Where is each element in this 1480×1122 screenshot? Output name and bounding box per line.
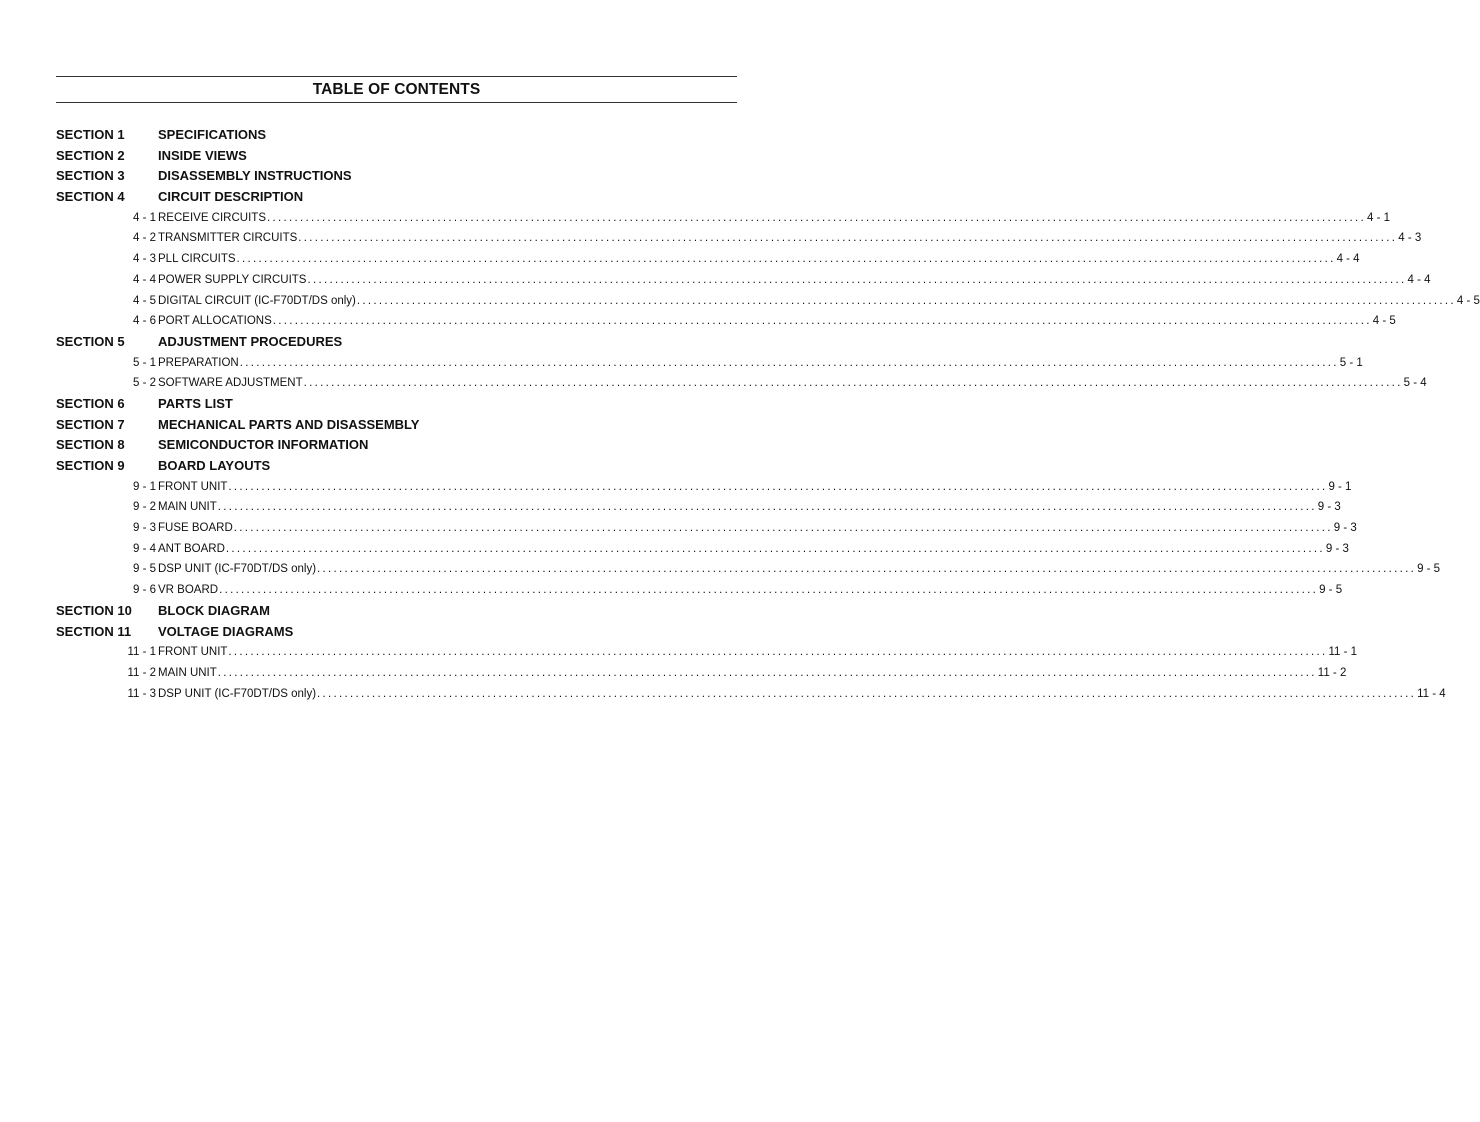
- page-number: 9 - 5: [1417, 563, 1441, 576]
- section-title: PARTS LIST: [158, 395, 233, 411]
- top-divider: [56, 76, 737, 77]
- section-label: SECTION 3: [56, 168, 125, 184]
- page-number: 9 - 3: [1325, 542, 1349, 555]
- page-number: 9 - 3: [1333, 522, 1357, 535]
- subsection-number: 4 - 6: [132, 315, 156, 328]
- section-label: SECTION 4: [56, 189, 125, 205]
- section-label: SECTION 10: [56, 602, 132, 618]
- section-entry[interactable]: [56, 187, 729, 208]
- subsection-line: [158, 291, 1480, 312]
- subsection-title: FRONT UNIT: [158, 480, 228, 493]
- subsection-line: [158, 208, 1391, 229]
- section-title: SEMICONDUCTOR INFORMATION: [158, 437, 369, 453]
- section-label: SECTION 1: [56, 127, 125, 142]
- subsection-line: [158, 311, 1396, 332]
- section-title: ADJUSTMENT PROCEDURES: [158, 333, 343, 349]
- page-number: 4 - 4: [1336, 253, 1360, 266]
- subsection-entry[interactable]: [56, 663, 1347, 684]
- subsection-entry[interactable]: [56, 518, 1357, 539]
- subsection-entry[interactable]: [56, 539, 1349, 560]
- section-title: BLOCK DIAGRAM: [158, 602, 270, 618]
- section-title: DISASSEMBLY INSTRUCTIONS: [158, 168, 352, 184]
- section-title: INSIDE VIEWS: [158, 147, 247, 163]
- subsection-number: 9 - 2: [132, 501, 156, 514]
- subsection-entry[interactable]: [56, 642, 1357, 663]
- dot-leader: ........................................................................................................................................................................................................: [317, 563, 1417, 576]
- subsection-line: [158, 559, 1441, 580]
- subsection-title: PLL CIRCUITS: [158, 253, 236, 266]
- subsection-line: [158, 663, 1347, 684]
- page-number: 9 - 5: [1319, 584, 1343, 597]
- subsection-entry[interactable]: [56, 373, 1427, 394]
- subsection-number: 9 - 3: [132, 522, 156, 535]
- page-number: 9 - 1: [1328, 480, 1352, 493]
- subsection-line: [158, 497, 1341, 518]
- section-label: SECTION 8: [56, 437, 125, 453]
- subsection-line: [158, 228, 1422, 249]
- section-label: SECTION 2: [56, 147, 125, 163]
- subsection-number: 11 - 3: [127, 687, 156, 700]
- subsection-number: 9 - 6: [132, 584, 156, 597]
- subsection-number: 11 - 1: [127, 646, 156, 659]
- section-entry[interactable]: [56, 166, 729, 187]
- subsection-title: MAIN UNIT: [158, 666, 217, 679]
- page-number: 4 - 4: [1407, 273, 1431, 286]
- dot-leader: ........................................................................................................................................................................................................: [225, 542, 1325, 555]
- subsection-line: [158, 580, 1343, 601]
- subsection-entry[interactable]: [56, 477, 1352, 498]
- table-of-contents: [56, 125, 1480, 704]
- subsection-title: ANT BOARD: [158, 542, 225, 555]
- subsection-number: 9 - 1: [132, 480, 156, 493]
- dot-leader: ........................................................................................................................................................................................................: [217, 666, 1317, 679]
- section-entry[interactable]: [56, 394, 729, 415]
- section-entry[interactable]: [56, 332, 729, 353]
- subsection-line: [158, 270, 1431, 291]
- section-entry[interactable]: [56, 601, 729, 622]
- dot-leader: ........................................................................................................................................................................................................: [228, 480, 1328, 493]
- dot-leader: ........................................................................................................................................................................................................: [219, 584, 1319, 597]
- subsection-title: RECEIVE CIRCUITS: [158, 211, 266, 224]
- section-label: SECTION 6: [56, 395, 125, 411]
- dot-leader: ........................................................................................................................................................................................................: [228, 646, 1328, 659]
- section-entry[interactable]: [56, 456, 729, 477]
- subsection-entry[interactable]: [56, 249, 1360, 270]
- page-number: 4 - 3: [1398, 232, 1422, 245]
- page-number: 4 - 5: [1372, 315, 1396, 328]
- subsection-title: TRANSMITTER CIRCUITS: [158, 232, 298, 245]
- dot-leader: ........................................................................................................................................................................................................: [233, 522, 1333, 535]
- subsection-number: 4 - 5: [132, 294, 156, 307]
- section-label: SECTION 5: [56, 333, 125, 349]
- subsection-line: [158, 373, 1427, 394]
- page-number: 9 - 3: [1317, 501, 1341, 514]
- section-entry[interactable]: [56, 415, 729, 436]
- subsection-entry[interactable]: [56, 684, 1446, 705]
- dot-leader: ........................................................................................................................................................................................................: [267, 211, 1367, 224]
- subsection-entry[interactable]: [56, 208, 1391, 229]
- subsection-title: PREPARATION: [158, 356, 239, 369]
- section-entry[interactable]: [56, 435, 729, 456]
- page-number: 4 - 1: [1367, 211, 1391, 224]
- subsection-number: 5 - 1: [132, 356, 156, 369]
- section-entry[interactable]: [56, 146, 729, 167]
- subsection-line: [158, 477, 1352, 498]
- subsection-number: 9 - 5: [132, 563, 156, 576]
- subsection-title: POWER SUPPLY CIRCUITS: [158, 273, 307, 286]
- section-label: SECTION 9: [56, 458, 125, 473]
- bottom-divider: [56, 102, 737, 103]
- page-number: 4 - 5: [1456, 294, 1480, 307]
- page-title: TABLE OF CONTENTS: [312, 81, 481, 98]
- dot-leader: ........................................................................................................................................................................................................: [272, 315, 1372, 328]
- subsection-title: MAIN UNIT: [158, 501, 217, 514]
- subsection-number: 4 - 4: [132, 273, 156, 286]
- subsection-entry[interactable]: [56, 559, 1441, 580]
- dot-leader: ........................................................................................................................................................................................................: [317, 687, 1417, 700]
- page-number: 11 - 2: [1317, 666, 1347, 679]
- subsection-entry[interactable]: [56, 270, 1431, 291]
- subsection-number: 4 - 3: [132, 253, 156, 266]
- section-entry[interactable]: [56, 622, 729, 643]
- page-number: 5 - 4: [1403, 377, 1427, 390]
- subsection-title: FUSE BOARD: [158, 522, 233, 535]
- dot-leader: ........................................................................................................................................................................................................: [356, 294, 1456, 307]
- subsection-title: DSP UNIT (IC-F70DT/DS only): [158, 687, 317, 700]
- subsection-line: [158, 353, 1363, 374]
- subsection-entry[interactable]: [56, 311, 1396, 332]
- page-number: 11 - 1: [1328, 646, 1357, 659]
- subsection-line: [158, 684, 1446, 705]
- subsection-title: DSP UNIT (IC-F70DT/DS only): [158, 563, 317, 576]
- subsection-title: DIGITAL CIRCUIT (IC-F70DT/DS only): [158, 294, 356, 307]
- dot-leader: ........................................................................................................................................................................................................: [217, 501, 1317, 514]
- subsection-line: [158, 518, 1357, 539]
- subsection-line: [158, 642, 1357, 663]
- subsection-line: [158, 539, 1349, 560]
- subsection-line: [158, 249, 1360, 270]
- section-title: CIRCUIT DESCRIPTION: [158, 189, 304, 205]
- page-number: 5 - 1: [1339, 356, 1363, 369]
- section-title: BOARD LAYOUTS: [158, 458, 271, 473]
- subsection-entry[interactable]: [56, 353, 1363, 374]
- subsection-entry[interactable]: [56, 228, 1422, 249]
- page-number: 11 - 4: [1417, 687, 1446, 700]
- section-entry[interactable]: [56, 125, 729, 146]
- dot-leader: ........................................................................................................................................................................................................: [236, 253, 1336, 266]
- section-title: MECHANICAL PARTS AND DISASSEMBLY: [158, 416, 420, 432]
- section-label: SECTION 7: [56, 416, 125, 432]
- subsection-number: 4 - 2: [132, 232, 156, 245]
- subsection-entry[interactable]: [56, 291, 1480, 312]
- dot-leader: ........................................................................................................................................................................................................: [303, 377, 1403, 390]
- subsection-number: 11 - 2: [127, 666, 156, 679]
- section-title: SPECIFICATIONS: [158, 127, 267, 142]
- subsection-title: SOFTWARE ADJUSTMENT: [158, 377, 303, 390]
- subsection-title: VR BOARD: [158, 584, 219, 597]
- subsection-title: PORT ALLOCATIONS: [158, 315, 272, 328]
- subsection-number: 9 - 4: [132, 542, 156, 555]
- subsection-number: 5 - 2: [132, 377, 156, 390]
- subsection-entry[interactable]: [56, 580, 1343, 601]
- dot-leader: ........................................................................................................................................................................................................: [307, 273, 1407, 286]
- dot-leader: ........................................................................................................................................................................................................: [239, 356, 1339, 369]
- subsection-title: FRONT UNIT: [158, 646, 228, 659]
- dot-leader: ........................................................................................................................................................................................................: [298, 232, 1398, 245]
- section-title: VOLTAGE DIAGRAMS: [158, 623, 294, 639]
- subsection-number: 4 - 1: [132, 211, 156, 224]
- section-label: SECTION 11: [56, 623, 132, 639]
- subsection-entry[interactable]: [56, 497, 1341, 518]
